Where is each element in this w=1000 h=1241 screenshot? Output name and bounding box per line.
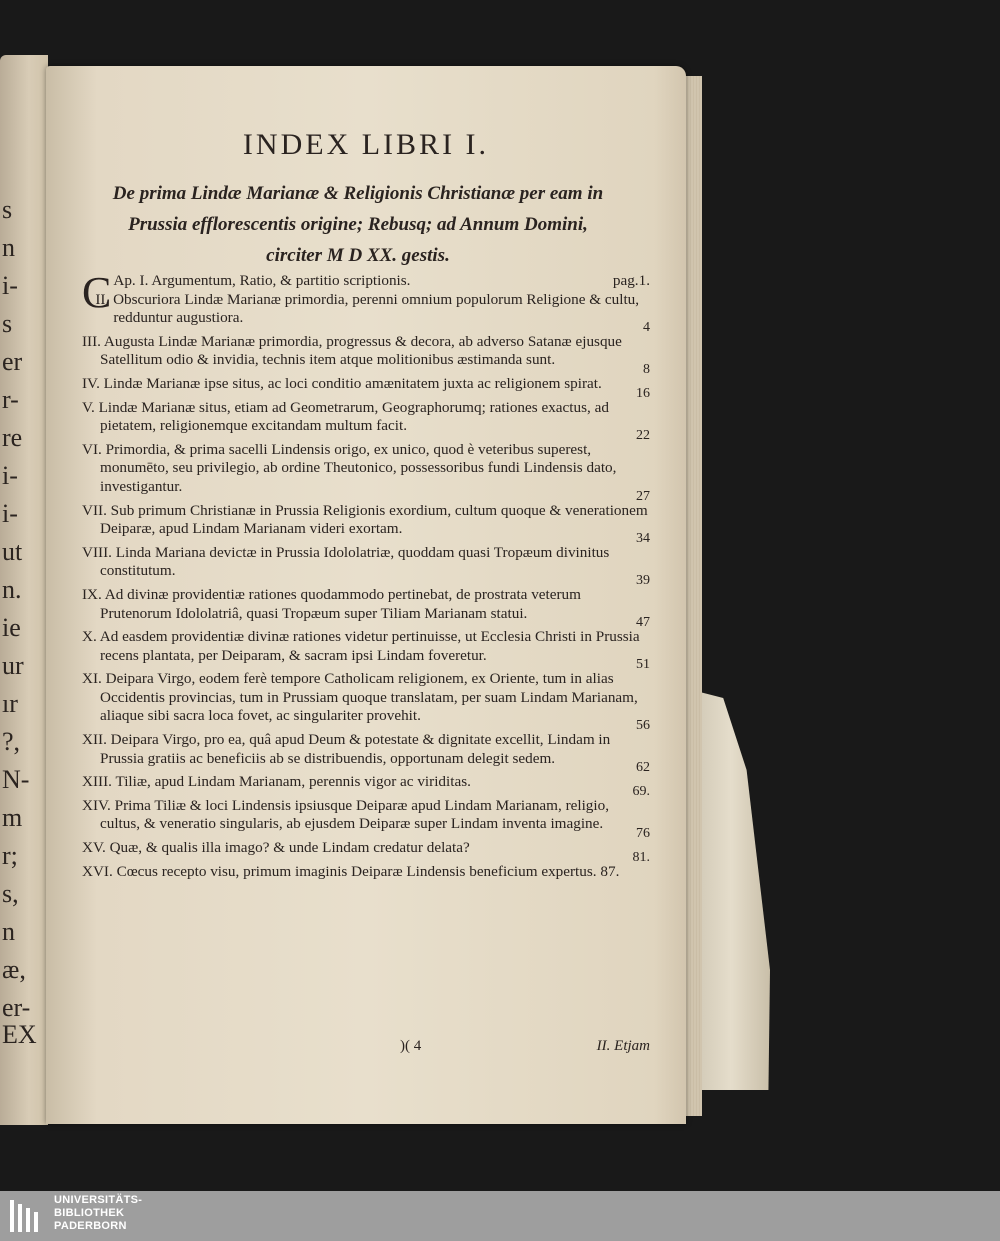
left-page-text: n (2, 233, 15, 262)
left-page-text: ut (2, 537, 23, 566)
left-page-text: r- (2, 385, 19, 414)
entry-text: IV. Lindæ Marianæ ipse situs, ac loci conditio amænitatem juxta ac religionem spirat. (82, 374, 602, 392)
index-entries (82, 268, 650, 881)
drop-cap: C (82, 268, 112, 317)
left-page-text: ır (2, 689, 18, 718)
index-entry (82, 731, 650, 776)
left-page-text: N- (2, 765, 30, 794)
entry-text: X. Ad easdem providentiæ divinæ rationes videtur pertinuisse, ut Ecclesia Christi in Prussia recens plantata, per Deiparam, & sacram ipsi Lindam foveretur. (82, 628, 640, 664)
left-page-text: EX (2, 1020, 37, 1049)
entry-page: 22 (636, 427, 650, 443)
index-entry (82, 796, 650, 842)
entry-text: XIII. Tiliæ, apud Lindam Marianam, perennis vigor ac viriditas. (82, 773, 471, 791)
entry-text: VI. Primordia, & prima sacelli Lindensis origo, ex unico, quod è veteribus superest, monumēto, seu privilegio, ab ordine Theutonico, possessoribus fundi Lindensis dato, investigantur. (82, 440, 617, 495)
index-entry (82, 544, 650, 586)
entry-page: 27 (636, 488, 650, 504)
left-page-text: n (2, 917, 15, 946)
index-entry (82, 773, 650, 797)
left-page-text: i- (2, 271, 18, 300)
left-page-text: s, (2, 879, 19, 908)
index-entry (82, 375, 650, 399)
index-entry (82, 628, 650, 673)
page-subtitle: De prima Lindæ Marianæ & Religionis Christianæ per eam in Prussia efflorescentis origine; Rebusq; ad Annum Domini, circiter M D XX. gestis. (112, 183, 604, 266)
left-page-text: i- (2, 461, 18, 490)
entry-page: 4 (643, 319, 650, 335)
entry-text: Ap. I. Argumentum, Ratio, & partitio scriptionis. (113, 272, 411, 289)
entry-text: XIV. Prima Tiliæ & loci Lindensis ipsiusque Deiparæ apud Lindam Marianam, religio, cultus, & veneratio singularis, ab ejusdem Deiparæ super Lindam inventa imagine. (82, 796, 610, 833)
catchword: II. Etjam (596, 1038, 650, 1054)
page-title: INDEX LIBRI I. (242, 128, 490, 161)
entry-text: VII. Sub primum Christianæ in Prussia Religionis exordium, cultum quoque & venerationem Deiparæ, apud Lindam Marianam videri exortam. (82, 501, 648, 538)
left-page-text: er (2, 347, 23, 376)
index-entry (82, 291, 650, 333)
left-page-text: n. (2, 575, 22, 604)
library-name: UNIVERSITÄTS- BIBLIOTHEK PADERBORN (54, 1194, 143, 1232)
entry-text: IX. Ad divinæ providentiæ rationes quodammodo pertinebat, de prostrata veterum Prutenorum Idololatriâ, quasi Tropæum super Tiliam Marianam statui. (82, 585, 581, 622)
entry-page: 56 (636, 718, 650, 734)
index-entry (82, 863, 650, 882)
entry-page: 69. (632, 783, 650, 799)
entry-page: 47 (636, 615, 650, 631)
left-page-text: r; (2, 841, 18, 870)
index-entry (82, 333, 650, 375)
entry-page: 39 (636, 572, 650, 588)
entry-text: XV. Quæ, & qualis illa imago? & unde Lindam credatur delata? (82, 839, 470, 857)
book-page (46, 66, 686, 1124)
left-page-text: s (2, 195, 13, 224)
entry-page: 81. (632, 849, 650, 865)
entry-text: VIII. Linda Mariana devictæ in Prussia Idololatriæ, quoddam quasi Tropæum divinitus constitutum. (82, 543, 610, 580)
index-entry (82, 399, 650, 441)
entry-page: 34 (636, 530, 650, 546)
index-entry (82, 585, 650, 631)
left-page-text: re (2, 423, 23, 452)
entry-text: II. Obscuriora Lindæ Marianæ primordia, perenni omnium populorum Religione & cultu, redduntur augustiora. (95, 290, 640, 327)
left-page-fragment (0, 55, 48, 1125)
entry-text: XVI. Cœcus recepto visu, primum imaginis Deiparæ Lindensis beneficium expertus. 87. (82, 862, 620, 880)
entry-page: 76 (636, 826, 650, 842)
left-page-text: er- (2, 993, 31, 1022)
index-entry (82, 670, 650, 734)
binding-flap (692, 690, 770, 1090)
left-page-text: ie (2, 613, 21, 642)
library-bar (0, 1191, 1000, 1241)
index-entry (82, 441, 650, 502)
left-page-text: ur (2, 651, 24, 680)
left-page-text: s (2, 309, 13, 338)
entry-page: pag.1. (612, 272, 650, 289)
entry-text: V. Lindæ Marianæ situs, etiam ad Geometrarum, Geographorumq; rationes exactus, ad pietatem, religionemque excitandam multum facit. (82, 398, 609, 435)
index-entry (82, 502, 650, 544)
entry-page: 62 (636, 760, 650, 776)
entry-page: 8 (643, 361, 650, 377)
library-logo-icon (8, 1196, 46, 1236)
entry-page: 51 (636, 657, 650, 673)
entry-text: III. Augusta Lindæ Marianæ primordia, progressus & decora, ab adverso Satanæ ejusque Satellitum odio & invidia, technis item atque molitionibus æstimanda sunt. (82, 332, 622, 369)
entry-text: XI. Deipara Virgo, eodem ferè tempore Catholicam religionem, ex Oriente, tum in alias Occidentis provincias, tum in Prussiam quoque translatam, per suam Lindam Marianam, aliaque sibi sacra loca fovet, ac singulariter provehit. (82, 670, 638, 725)
left-page-text: ?, (2, 727, 21, 756)
index-entry (82, 839, 650, 863)
entry-page: 16 (636, 385, 650, 401)
entry-text: XII. Deipara Virgo, pro ea, quâ apud Deum & potestate & dignitate excellit, Lindam in Prussia gratiis ac beneficiis ab se distribuendis, opportunam delegit sedem. (82, 731, 611, 767)
left-page-text: m (2, 803, 23, 832)
signature-mark: )( 4 (400, 1038, 422, 1054)
left-page-text: æ, (2, 955, 26, 984)
left-page-text: i- (2, 499, 18, 528)
